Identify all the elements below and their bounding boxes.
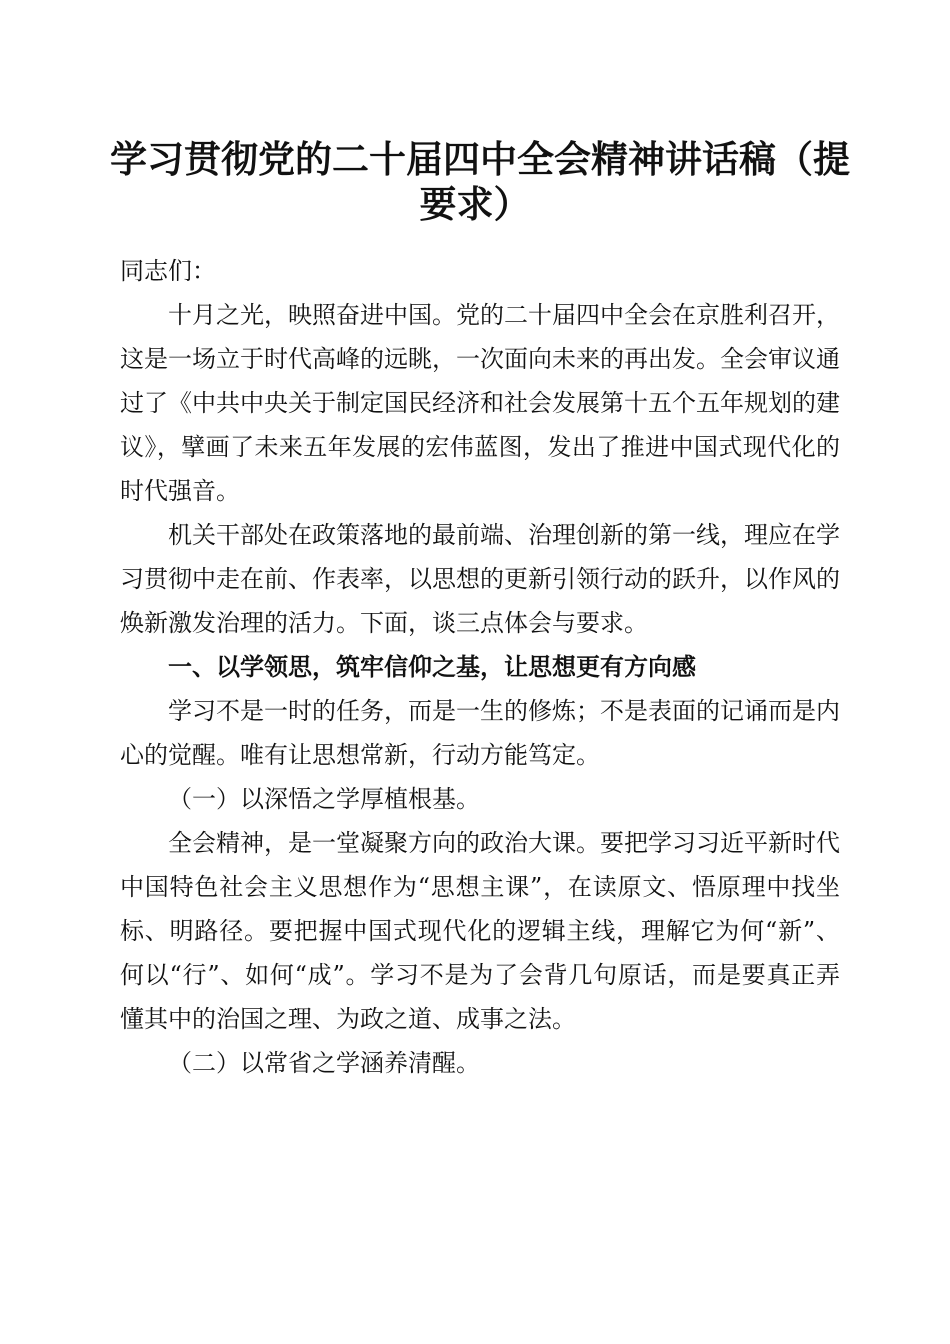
paragraph-opening: 十月之光，映照奋进中国。党的二十届四中全会在京胜利召开，这是一场立于时代高峰的远眺，一次面向未来的再出发。全会审议通过了《中共中央关于制定国民经济和社会发展第十五个五年规划的建议》，擘画了未来五年发展的宏伟蓝图，发出了推进中国式现代化的时代强音。 — [120, 301, 840, 505]
document-body — [120, 249, 840, 1085]
document-title-line-2: 要求） — [419, 183, 531, 226]
paragraph-cadres: 机关干部处在政策落地的最前端、治理创新的第一线，理应在学习贯彻中走在前、作表率，以思想的更新引领行动的跃升，以作风的焕新激发治理的活力。下面，谈三点体会与要求。 — [120, 521, 840, 637]
section-1-heading: 一、以学领思，筑牢信仰之基，让思想更有方向感 — [168, 653, 696, 681]
subsection-1-heading: （一）以深悟之学厚植根基。 — [168, 785, 480, 813]
section-1-intro: 学习不是一时的任务，而是一生的修炼；不是表面的记诵而是内心的觉醒。唯有让思想常新，行动方能笃定。 — [120, 697, 840, 769]
salutation: 同志们： — [120, 257, 216, 285]
subsection-2-heading: （二）以常省之学涵养清醒。 — [168, 1049, 480, 1077]
document-title-line-1: 学习贯彻党的二十届四中全会精神讲话稿（提 — [110, 138, 850, 181]
subsection-1-text: 全会精神，是一堂凝聚方向的政治大课。要把学习习近平新时代中国特色社会主义思想作为“思想主课”，在读原文、悟原理中找坐标、明路径。要把握中国式现代化的逻辑主线，理解它为何“新”、何以“行”、如何“成”。学习不是为了会背几句原话，而是要真正弄懂其中的治国之理、为政之道、成事之法。 — [120, 829, 840, 1033]
